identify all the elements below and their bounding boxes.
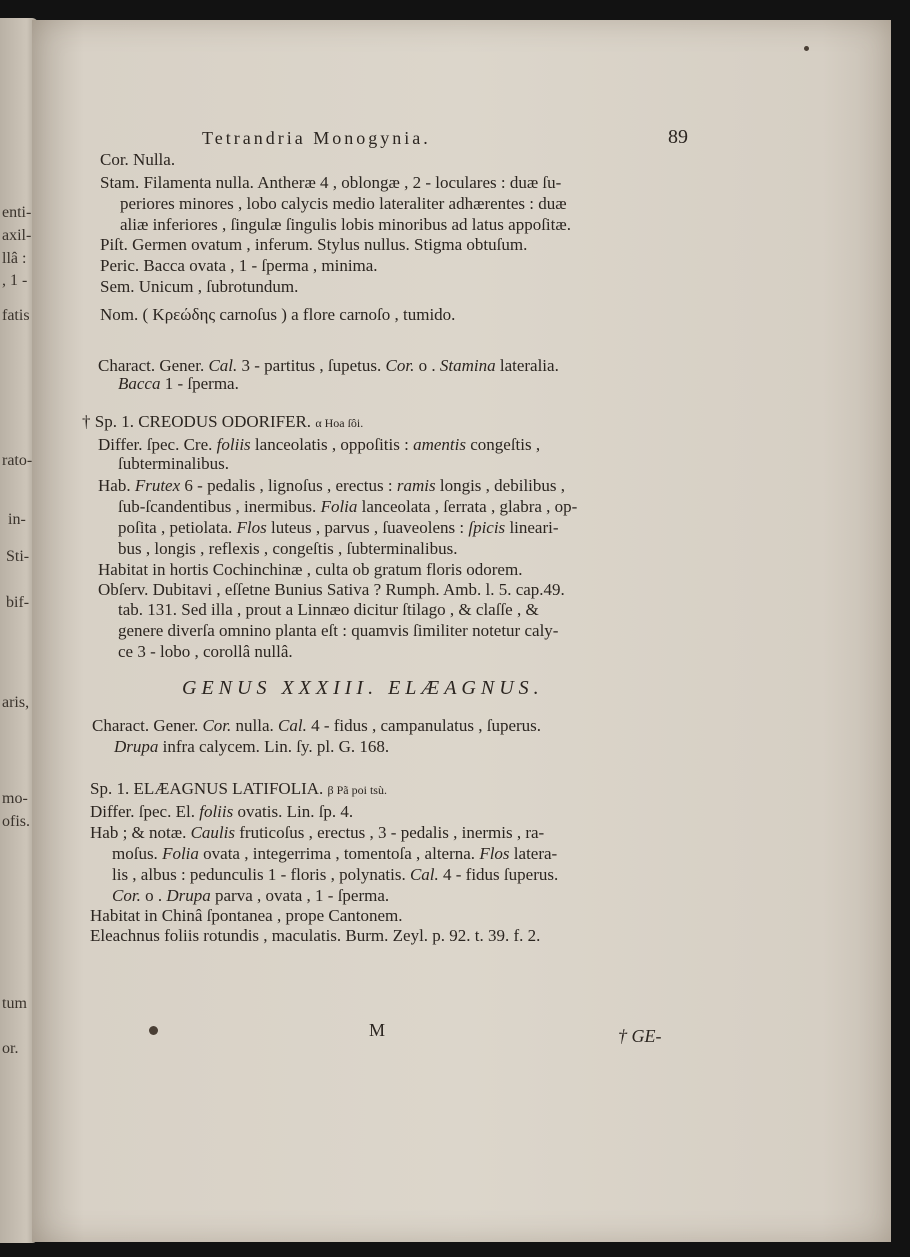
prev-fragment: Sti- bbox=[6, 548, 30, 565]
running-header: Tetrandria Monogynia. bbox=[202, 128, 431, 148]
prev-fragment: mo- bbox=[2, 790, 28, 807]
catchword: † GE- bbox=[618, 1026, 662, 1046]
text-line: bus , longis , reflexis , congeſtis , ſubterminalibus. bbox=[118, 539, 458, 558]
text-line: Piſt. Germen ovatum , inferum. Stylus nullus. Stigma obtuſum. bbox=[100, 235, 528, 254]
prev-fragment: in- bbox=[8, 511, 26, 528]
text-line: Nom. ( Κρεώδης carnoſus ) a flore carnoſo , tumido. bbox=[100, 305, 456, 324]
text-line: ce 3 - lobo , corollâ nullâ. bbox=[118, 642, 293, 661]
text-line: genere diverſa omnino planta eſt : quamvis ſimiliter notetur caly- bbox=[118, 621, 559, 640]
text-line: moſus. Folia ovata , integerrima , tomentoſa , alterna. Flos latera- bbox=[112, 844, 558, 863]
text-line: Obſerv. Dubitavi , eſſetne Bunius Sativa ? Rumph. Amb. l. 5. cap.49. bbox=[98, 580, 565, 599]
charact-line: Charact. Gener. Cor. nulla. Cal. 4 - fidus , campanulatus , ſuperus. bbox=[92, 716, 542, 735]
text-line: aliæ inferiores , ſingulæ ſingulis lobis minoribus ad latus appoſitæ. bbox=[120, 215, 571, 234]
ink-spot bbox=[804, 46, 809, 51]
text-line: Differ. ſpec. Cre. foliis lanceolatis , oppoſitis : amentis congeſtis , bbox=[98, 435, 541, 454]
text-line: Sem. Unicum , ſubrotundum. bbox=[100, 277, 299, 296]
ink-spot bbox=[149, 1026, 158, 1035]
text-line: Habitat in hortis Cochinchinæ , culta ob gratum floris odorem. bbox=[98, 560, 523, 579]
text-line: ſub-ſcandentibus , inermibus. Folia lanceolata , ſerrata , glabra , op- bbox=[118, 497, 578, 516]
prev-fragment: enti- bbox=[2, 204, 32, 221]
prev-fragment: , 1 - bbox=[2, 272, 28, 289]
text-line: Differ. ſpec. El. foliis ovatis. Lin. ſp. 4. bbox=[90, 802, 354, 821]
text-line: Habitat in Chinâ ſpontanea , prope Cantonem. bbox=[90, 906, 403, 925]
prev-fragment: aris, bbox=[2, 694, 30, 711]
charact-line: Drupa infra calycem. Lin. ſy. pl. G. 168. bbox=[114, 737, 390, 756]
prev-fragment: axil- bbox=[2, 227, 32, 244]
text-line: Cor. Nulla. bbox=[100, 150, 176, 169]
text-line: ſubterminalibus. bbox=[118, 454, 229, 473]
text-line: Stam. Filamenta nulla. Antheræ 4 , oblongæ , 2 - loculares : duæ ſu- bbox=[100, 173, 562, 192]
text-line: Cor. o . Drupa parva , ovata , 1 - ſperma. bbox=[112, 886, 390, 905]
text-line: poſita , petiolata. Flos luteus , parvus , ſuaveolens : ſpicis lineari- bbox=[118, 518, 559, 537]
text-line: Hab. Frutex 6 - pedalis , lignoſus , erectus : ramis longis , debilibus , bbox=[98, 476, 566, 495]
prev-fragment: tum bbox=[2, 995, 27, 1012]
text-line: tab. 131. Sed illa , prout a Linnæo dicitur ſtilago , & claſſe , & bbox=[118, 600, 539, 619]
prev-fragment: or. bbox=[2, 1040, 19, 1057]
prev-fragment: llâ : bbox=[2, 250, 27, 267]
charact-line: Charact. Gener. Cal. 3 - partitus , ſupetus. Cor. o . Stamina lateralia. bbox=[98, 356, 559, 375]
prev-fragment: rato- bbox=[2, 452, 33, 469]
text-line: lis , albus : pedunculis 1 - floris , polynatis. Cal. 4 - fidus ſuperus. bbox=[112, 865, 559, 884]
signature-mark: M bbox=[369, 1020, 386, 1040]
prev-fragment: fatis bbox=[2, 307, 30, 324]
text-line: Eleachnus foliis rotundis , maculatis. Burm. Zeyl. p. 92. t. 39. f. 2. bbox=[90, 926, 541, 945]
book-page bbox=[32, 20, 891, 1242]
genus-heading: GENUS XXXIII. ELÆAGNUS. bbox=[182, 677, 544, 699]
text-line: Peric. Bacca ovata , 1 - ſperma , minima. bbox=[100, 256, 378, 275]
prev-fragment: ofis. bbox=[2, 813, 30, 830]
species-title: Sp. 1. ELÆAGNUS LATIFOLIA. β Pã poi tsù. bbox=[90, 779, 387, 798]
prev-fragment: bif- bbox=[6, 594, 30, 611]
species-title: † Sp. 1. CREODUS ODORIFER. α Hoa ſôi. bbox=[82, 412, 364, 431]
text-line: Hab ; & notæ. Caulis fruticoſus , erectus , 3 - pedalis , inermis , ra- bbox=[90, 823, 545, 842]
page-number: 89 bbox=[668, 126, 688, 148]
charact-line: Bacca 1 - ſperma. bbox=[118, 374, 239, 393]
text-line: periores minores , lobo calycis medio lateraliter adhærentes : duæ bbox=[120, 194, 567, 213]
